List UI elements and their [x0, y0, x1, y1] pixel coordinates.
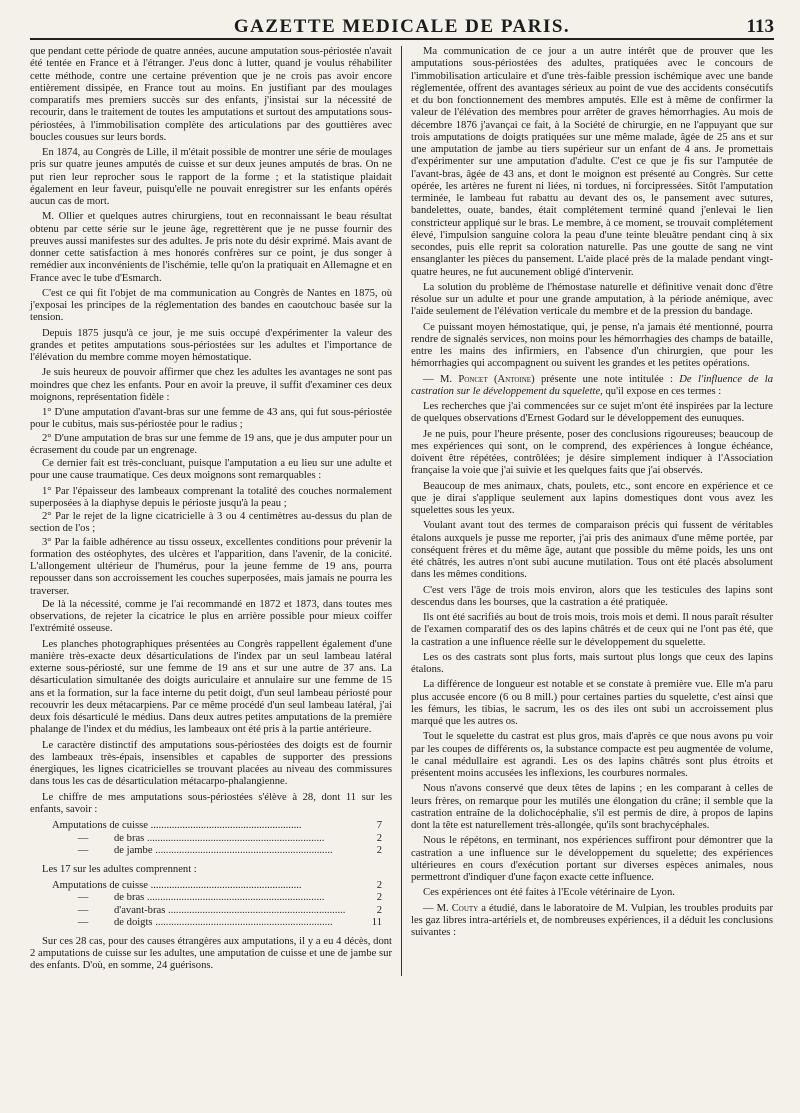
- table-cell-count: 2: [376, 892, 382, 904]
- table-cell-label: de doigts .....: [114, 917, 358, 930]
- paragraph: Sur ces 28 cas, pour des causes étrangères aux amputations, il y a eu 4 décès, dont 2 amputations de cuisse sur les adultes, une amputation de cuisse et une de jambe sur des enfants. D'où, en somme, 24 guérisons.: [30, 935, 392, 972]
- note-title: De l'influence de la castration sur le développement du squelette,: [411, 373, 773, 397]
- list-item: 1° Par l'épaisseur des lambeaux comprenant la totalité des couches normalement superposées à la diaphyse depuis le périoste jusqu'à la peau ;: [30, 485, 392, 509]
- ditto-dash: —: [77, 832, 89, 844]
- children-amputations-table: [52, 820, 382, 858]
- dash-lead: — M.: [423, 373, 459, 385]
- list-item: 2° D'une amputation de bras sur une femme de 19 ans, que je dus amputer pour un écrasement du coude par un engrenage.: [30, 432, 392, 456]
- list-item: 2° Par le rejet de la ligne cicatricielle à 3 ou 4 centimètres au-dessus du plan de section de l'os ;: [30, 511, 392, 535]
- table-cell-count: 2: [376, 845, 382, 856]
- table-row: [52, 820, 382, 833]
- paragraph: C'est vers l'âge de trois mois environ, alors que les testicules des lapins sont descendus dans les bourses, que la castration a été pratiquée.: [411, 584, 773, 608]
- article-columns: [30, 46, 774, 976]
- paragraph: Je suis heureux de pouvoir affirmer que chez les adultes les avantages ne sont pas moindres que chez les enfants. Pour en avoir la preuve, il suffit d'examiner ces deux moignons, représentation fidèle :: [30, 367, 392, 403]
- ditto-dash: —: [77, 904, 89, 916]
- table-cell-label: d'avant-bras .....: [114, 905, 358, 918]
- adult-amputations-table: [52, 880, 382, 930]
- paragraph: En 1874, au Congrès de Lille, il m'était possible de montrer une série de moulages pris sur quatre jeunes amputés de cuisse et sur deux jeunes amputés de bras. On ne put rien leur reprocher sous le rapport de la forme ; et la statistique plaidait également en leur faveur, puisqu'elle ne pouvait enregistrer sur les enfants opérés aucun cas de mort.: [30, 147, 392, 207]
- journal-title: GAZETTE MEDICALE DE PARIS.: [233, 16, 571, 37]
- paragraph: Je ne puis, pour l'heure présente, poser des conclusions rigoureuses; beaucoup de mes expériences qui sont, on le comprend, des expériences à longue échéance, doivent être répétées, contrôlées; je désire simplement indiquer à l'Association française la voie que j'ai suivie et les quelques faits que j'ai observés.: [411, 428, 773, 477]
- table-cell-label: de bras .....: [114, 833, 358, 846]
- paragraph: Beaucoup de mes animaux, chats, poulets, etc., sont encore en expérience et ce que je dirai s'applique seulement aux lapins domestiques dont vous avez les squelettes sous les yeux.: [411, 480, 773, 516]
- author-name: Poncet (Antoine): [458, 373, 535, 385]
- paragraph: Ils ont été sacrifiés au bout de trois mois, trois mois et demi. Il nous paraît résulter de l'examen comparatif des os des lapins châtrés et de ceux qui ne l'ont pas été, que la castration a une influence réelle sur le développement du squelette.: [411, 612, 773, 648]
- dash-lead: — M.: [423, 902, 452, 914]
- paragraph: Les os des castrats sont plus forts, mais surtout plus longs que ceux des lapins étalons.: [411, 651, 773, 675]
- table-row: [52, 905, 382, 918]
- paragraph: Voulant avant tout des termes de comparaison précis qui fussent de véritables étalons auxquels je pusse me reporter, j'ai pris des animaux d'une même portée, par conséquent frères et du même âge, autant que possible du même poids, les uns ont été châtrés, les autres n'ont subi aucune mutilation. Tous ont été placés absolument dans les mêmes conditions.: [411, 520, 773, 581]
- paragraph: Ce puissant moyen hémostatique, qui, je pense, n'a jamais été mentionné, pourra rendre de signalés services, non moins pour les hémorrhagies des champs de bataille, entre les mains des infirmiers, en l'absence d'un chirurgien, que pour les hémorrhagies qui accompagnent ou suivent les grandes et les petites opérations.: [411, 321, 773, 370]
- paragraph: M. Ollier et quelques autres chirurgiens, tout en reconnaissant le beau résultat obtenu par cette série sur le jeune âge, regrettèrent que je ne pusse fournir des preuves aussi manifestes sur des adultes. Je pris note du désir exprimé. Mais avant de donner cette satisfaction à mes honorés confrères sur ce point, je dus songer à remédier aux inconvénients de l'ischémie, telle qu'on la pratiquait en Allemagne et en France avec le tube d'Esmarch.: [30, 211, 392, 284]
- text-run: présente une note intitulée :: [534, 373, 680, 385]
- poncet-intro: [411, 374, 773, 399]
- paragraph: que pendant cette période de quatre années, aucune amputation sous-périostée n'avait été tentée en France et à l'étranger. J'eus donc à lutter, quand je voulus réhabiliter cette méthode, contre une certaine prévention que je ne crois pas avoir encore entièrement dissipée, en France tout au moins. En justifiant par des moulages comparatifs mes premiers succès sur des enfants, j'insistai sur la nécessité de recourir, dans le traitement de toutes les amputations et surtout des amputations sous-périostées, à l'immobilisation complète des articulations par des gouttières avec boucles cousues sur leurs bords.: [30, 46, 392, 143]
- paragraph: La solution du problème de l'hémostase naturelle et définitive venait donc d'être résolue sur un adulte et pour une grande amputation, à la période anémique, avec l'aide seulement de l'élévation verticale du membre et de la pression du bandage.: [411, 281, 773, 318]
- paragraph: Le chiffre de mes amputations sous-périostées s'élève à 28, dont 11 sur les enfants, savoir :: [30, 791, 392, 815]
- paragraph: Ce dernier fait est très-concluant, puisque l'amputation a eu lieu sur une adulte et pour une cause traumatique. Ces deux moignons sont remarquables :: [30, 458, 392, 482]
- ditto-dash: —: [77, 917, 89, 929]
- table-cell-count: 2: [376, 904, 382, 916]
- table-cell-label: de bras .....: [114, 892, 358, 905]
- table-row: [52, 880, 382, 893]
- list-item: 3° Par la faible adhérence au tissu osseux, excellentes conditions pour prévenir la formation des ostéophytes, des ulcères et l'apparition, dans l'avenir, de la conicité. L'allongement ultérieur de l'humérus, pour la jeune femme de 19 ans, pourra repousser dans son accroissement les couches superposées, mais jamais ne pourra les traverser.: [30, 536, 392, 597]
- table-cell-label: Amputations de cuisse .........................................................: [52, 820, 302, 831]
- list-item: 1° D'une amputation d'avant-bras sur une femme de 43 ans, qui fut sous-périostée pour le cubitus, mais sus-périostée pour le radius ;: [30, 407, 392, 431]
- table-cell-count: 7: [376, 820, 382, 831]
- text-run: a étudié, dans le laboratoire de M. Vulpian, les troubles produits par les gaz libres intra-artériels et, de nombreuses expériences, il a déduit les conclusions suivantes :: [411, 902, 773, 938]
- table-cell-count: 2: [376, 832, 382, 844]
- table-row: [52, 845, 382, 858]
- table-row: [52, 892, 382, 905]
- paragraph: Les 17 sur les adultes comprennent :: [42, 863, 197, 875]
- paragraph: La différence de longueur est notable et se constate à première vue. Elle m'a paru plus accusée encore (6 ou 8 mill.) pour certaines parties du squelette, c'est ainsi que les fémurs, les tibias, le sacrum, les os des iles ont subi un accroissement plus marqué que les autres os.: [411, 679, 773, 727]
- table-cell-label: Amputations de cuisse .........................................................: [52, 879, 302, 891]
- page-header: [30, 10, 774, 40]
- paragraph: Nous n'avons conservé que deux têtes de lapins ; en les comparant à celles de leurs frères, on remarque pour les mutilés une élongation du crâne; il semble que la castration entraîne de la dolichocéphalie, s'il est permis de dire, à propos de lapins dont la tête est naturellement très-allongée, qu'ils sont brachycéphales.: [411, 783, 773, 831]
- paragraph: Les recherches que j'ai commencées sur ce sujet m'ont été inspirées par la lecture de quelques observations d'Ernest Godard sur le développement des eunuques.: [411, 401, 773, 425]
- paragraph: Le caractère distinctif des amputations sous-périostées des doigts est de fournir des lambeaux très-épais, insensibles et capables de supporter des pressions énergiques, les lignes cicatricielles se trouvant placées au niveau des commissures dans tous les cas de désarticulation métacarpo-phalangienne.: [30, 739, 392, 788]
- paragraph: De là la nécessité, comme je l'ai recommandé en 1872 et 1873, dans toutes mes observations, de rejeter la cicatrice le plus en arrière possible pour mieux coiffer l'extrémité osseuse.: [30, 598, 392, 635]
- couty-intro: [411, 903, 773, 940]
- author-name: Couty: [451, 902, 479, 914]
- table-row: [52, 833, 382, 846]
- paragraph: C'est ce qui fit l'objet de ma communication au Congrès de Nantes en 1875, où j'exposai les principes de la réglementation des bandes en caoutchouc basée sur la tension.: [30, 287, 392, 324]
- paragraph: Les planches photographiques présentées au Congrès rappellent également d'une manière très-exacte deux désarticulations de l'index par un seul lambeau latéral externe sous-périosté, sur une femme de 19 ans et sur une autre de 37 ans. La désarticulation simultanée des doigts auriculaire et annulaire sur une femme de 15 ans et la formation, sur la face interne du petit doigt, d'un seul lambeau périosté pour recouvrir les deux métacarpiens. Par ce même procédé d'un seul lambeau latéral, j'ai deux fois désarticulé le médius. Dans deux autres petites amputations de la première phalange de l'index et du médius, les lambeaux ont été pris à la partie antérieure.: [30, 638, 392, 736]
- paragraph: Ces expériences ont été faites à l'Ecole vétérinaire de Lyon.: [423, 887, 675, 899]
- paragraph: Ma communication de ce jour a un autre intérêt que de prouver que les amputations sous-périostées des adultes, pratiquées avec le concours de l'immobilisation articulaire et d'une très-faible pression ischémique avec une bande réglementée, offrent des avantages sérieux au point de vue des accidents consécutifs et du bon fonctionnement des membres amputés. Elle est à même de confirmer la valeur de l'élévation des membres pour arrêter de graves hémorrhagies. Au mois de décembre 1876 j'avançai ce fait, à la Société de chirurgie, en ne l'appuyant que sur trois amputations de doigts pratiquées sur une même malade, âgée de 25 ans et sur une amputation de jambe au tiers supérieur sur un enfant de 4 ans. Je promettais d'expérimenter sur une amputation d'adulte. C'est ce que je fis sur l'amputée de l'avant-bras, âgée de 43 ans, et dont le moignon est présenté au Congrès. Sur cette opérée, les artères ne furent ni liées, ni tordues, ni forcipressées. Sitôt l'amputation terminée, le lambeau fut rabattu au devant des os, le pansement avec sutures, bandelettes, ouate, bandes, était complétement terminé quand j'enlevai le lien constricteur appliqué sur le bras. Le membre, à ce moment, se trouvait complétement élevé, l'impulsion sanguine colora la peau d'une teinte bleuâtre pendant cinq à six secondes, puis elle reprit sa coloration naturelle. Pas une goutte de sang ne vint ensanglanter les pièces du pansement. L'aide placé près de la malade pendant vingt-quatre heures, ne fut aucunement obligé d'intervenir.: [411, 46, 773, 278]
- table-cell-count: 11: [371, 917, 382, 929]
- paragraph: Tout le squelette du castrat est plus gros, mais d'après ce que nous avons pu voir par les coupes de différents os, la substance compacte est peu augmentée de volume, le canal médullaire est agrandi. Les os des lapins châtrés sont plus étroits et présentent moins accusées les inflexions, les courbures normales.: [411, 731, 773, 779]
- paragraph: Depuis 1875 jusqu'à ce jour, je me suis occupé d'expérimenter la valeur des grandes et petites amputations sous-périostées sur les adultes et l'importance de l'élévation du membre comme moyen hémostatique.: [30, 327, 392, 363]
- table-cell-count: 2: [376, 879, 382, 891]
- paragraph: Nous le répétons, en terminant, nos expériences suffiront pour démontrer que la castration a une influence sur le développement du squelette; des expériences ultérieures en cours d'exécution portant sur diverses espèces animales, nous permettront d'indiquer d'une façon exacte cette influence.: [411, 835, 773, 883]
- table-cell-label: de jambe .....: [114, 845, 358, 858]
- page-number: 113: [746, 16, 774, 37]
- text-run: qu'il expose en ces termes :: [602, 385, 722, 397]
- ditto-dash: —: [77, 845, 89, 856]
- table-row: [52, 917, 382, 930]
- left-column: [30, 46, 401, 976]
- right-column: [401, 46, 773, 976]
- ditto-dash: —: [77, 892, 89, 904]
